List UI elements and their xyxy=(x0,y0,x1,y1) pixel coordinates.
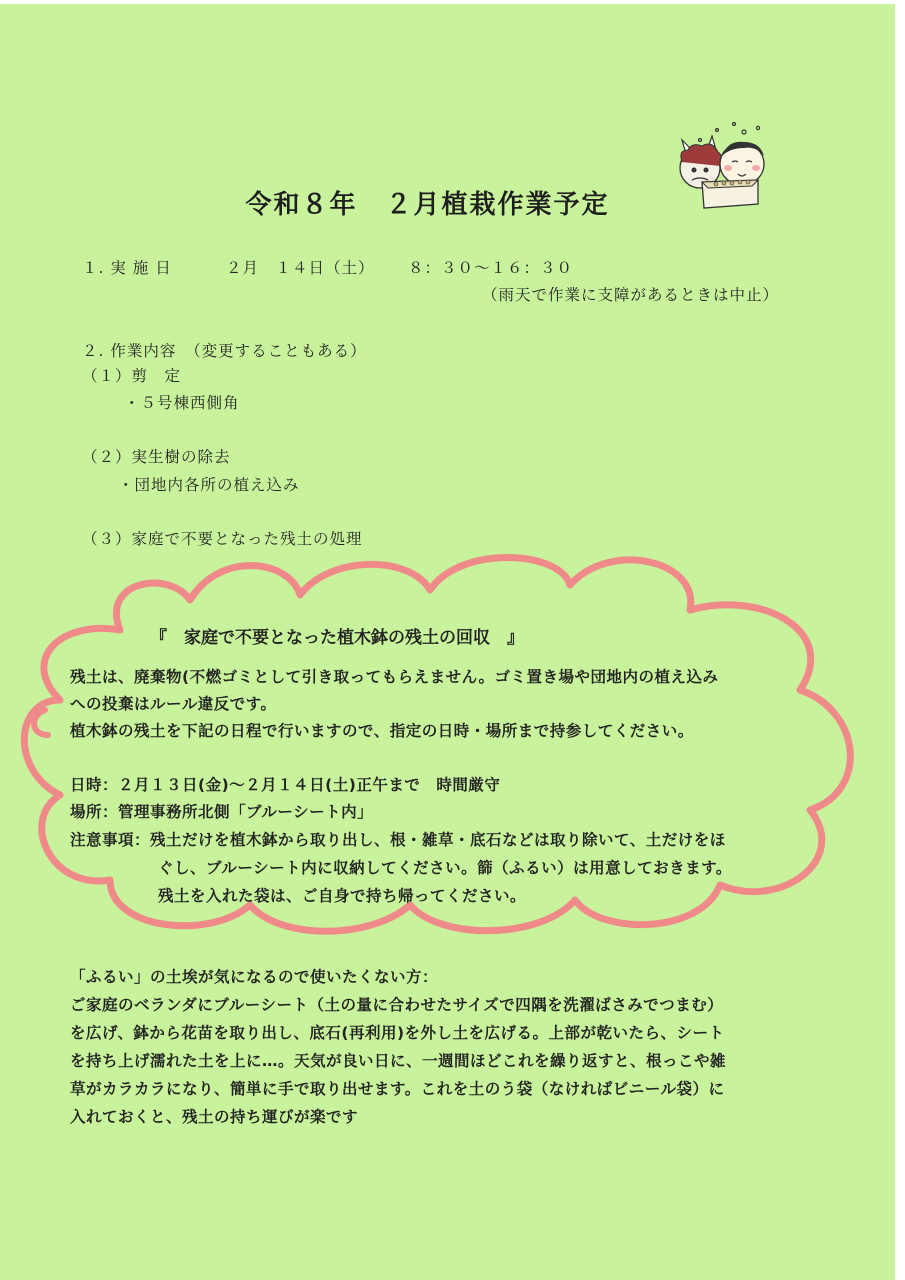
work-item-label: （１）剪 定 xyxy=(82,367,182,385)
notice-datetime: 日時：２月１３日(金)〜２月１４日(土)正午まで 時間厳守 xyxy=(70,776,501,794)
tip-line: を持ち上げ濡れた土を上に…。天気が良い日に、一週間ほどこれを繰り返すと、根っこや雑 xyxy=(70,1052,727,1070)
page-title: 令和８年 ２月植栽作業予定 xyxy=(245,190,610,220)
notice-caution-line: 注意事項：残土だけを植木鉢から取り出し、根・雑草・底石などは取り除いて、土だけをほ xyxy=(70,831,726,849)
tip-line: 入れておくと、残土の持ち運びが楽です xyxy=(70,1108,359,1126)
schedule-time: ８：３０〜１６：３０ xyxy=(408,259,574,277)
work-item-detail: ・団地内各所の植え込み xyxy=(118,476,300,494)
tip-line: を広げ、鉢から花苗を取り出し、底石(再利用)を外し土を広げる。上部が乾いたら、シート xyxy=(70,1024,725,1042)
tip-line: ご家庭のベランダにブルーシート（土の量に合わせたサイズで四隅を洗濯ばさみでつまむ） xyxy=(70,996,724,1014)
work-item-label: （２）実生樹の除去 xyxy=(82,448,231,466)
notice-caution-line: 残土を入れた袋は、ご自身で持ち帰ってください。 xyxy=(158,887,527,905)
work-content-heading: ２. 作業内容 （変更することもある） xyxy=(82,342,367,360)
rain-note: （雨天で作業に支障があるときは中止） xyxy=(482,286,780,304)
notice-line: 残土は、廃棄物(不燃ゴミとして引き取ってもらえません。ゴミ置き場や団地内の植え込み xyxy=(70,668,719,686)
tip-heading: 「ふるい」の土埃が気になるので使いたくない方： xyxy=(70,968,439,986)
work-item-label: （３）家庭で不要となった残土の処理 xyxy=(82,530,363,548)
schedule-date: ２月 １４日（土） xyxy=(226,259,375,277)
notice-place: 場所：管理事務所北側「ブルーシート内」 xyxy=(70,803,374,821)
work-item-detail: ・５号棟西側角 xyxy=(124,394,240,412)
schedule-label: １. 実 施 日 xyxy=(82,259,172,277)
notice-line: への投棄はルール違反です。 xyxy=(70,695,277,713)
notice-line: 植木鉢の残土を下記の日程で行いますので、指定の日時・場所まで持参してください。 xyxy=(70,722,694,740)
notice-caution-line: ぐし、ブルーシート内に収納してください。篩（ふるい）は用意しておきます。 xyxy=(158,859,732,877)
notice-title: 『 家庭で不要となった植木鉢の残土の回収 』 xyxy=(150,628,524,648)
tip-line: 草がカラカラになり、簡単に手で取り出せます。これを土のう袋（なければビニール袋）に xyxy=(70,1080,725,1098)
